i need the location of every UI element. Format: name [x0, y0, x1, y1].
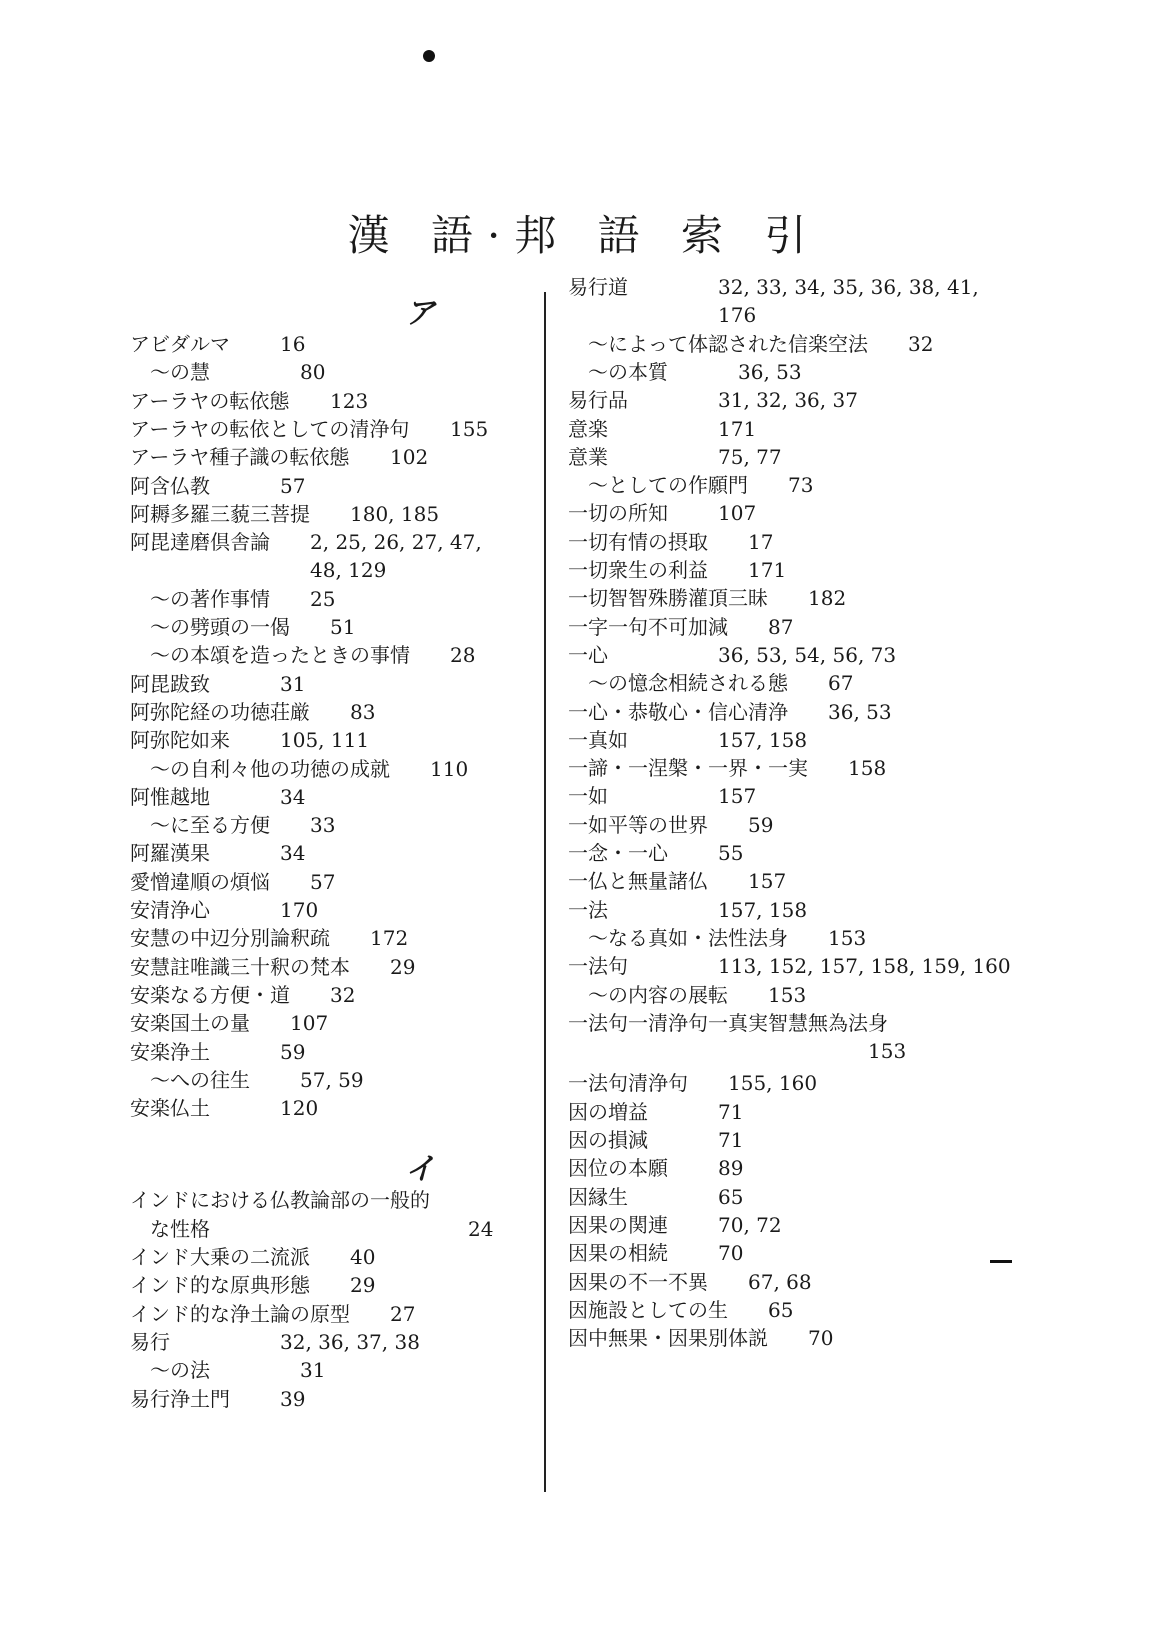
- entry-term: インド的な浄土論の原型: [130, 1301, 350, 1326]
- entry-term: アーラヤの転依としての清浄句: [130, 416, 410, 441]
- entry-pages: 89: [718, 1156, 744, 1181]
- entry-term: 一法: [568, 897, 608, 922]
- entry-pages: 31: [280, 671, 306, 696]
- entry-term: 安慧の中辺分別論釈疏: [130, 926, 330, 951]
- entry-pages: 51: [330, 615, 356, 639]
- entry-term: 一法句: [568, 954, 628, 979]
- entry-term: インドにおける仏教論部の一般的: [130, 1188, 430, 1213]
- entry-pages: 29: [390, 954, 416, 979]
- entry-term: 一切有情の摂取: [568, 529, 708, 554]
- entry-term: ～の本質: [588, 359, 668, 384]
- entry-pages-continued: 48, 129: [310, 558, 387, 583]
- entry-term: 因縁生: [568, 1184, 628, 1209]
- entry-pages: 33: [310, 813, 336, 838]
- entry-pages: 59: [748, 812, 774, 837]
- entry-term: ～の著作事情: [150, 586, 270, 611]
- entry-pages: 180, 185: [350, 501, 440, 526]
- entry-term: 意楽: [568, 416, 608, 441]
- entry-term: 易行: [130, 1329, 170, 1354]
- entry-term: 阿惟越地: [130, 784, 210, 809]
- entry-term: 阿弥陀経の功徳荘厳: [130, 699, 310, 724]
- entry-term: ～の憶念相続される態: [588, 671, 788, 696]
- entry-term: 一法句一清浄句一真実智慧無為法身: [568, 1010, 888, 1035]
- entry-term: ～の本頌を造ったときの事情: [150, 643, 410, 668]
- entry-pages: 2, 25, 26, 27, 47,: [310, 530, 482, 555]
- entry-pages: 57: [310, 869, 336, 894]
- entry-pages: 32: [330, 982, 356, 1007]
- entry-pages: 57: [280, 473, 306, 498]
- entry-term: 愛憎違順の煩悩: [130, 869, 270, 894]
- entry-pages: 29: [350, 1273, 376, 1298]
- entry-pages: 102: [390, 445, 429, 470]
- entry-pages: 28: [450, 643, 476, 668]
- entry-term: 阿毘達磨倶舎論: [130, 530, 270, 555]
- entry-term: 因果の相続: [568, 1241, 668, 1266]
- entry-term: インド的な原典形態: [130, 1273, 310, 1298]
- entry-term: インド大乗の二流派: [130, 1245, 310, 1269]
- entry-pages: 172: [370, 926, 409, 951]
- entry-term: 一仏と無量諸仏: [568, 869, 708, 894]
- entry-term: 安楽浄土: [130, 1039, 210, 1064]
- entry-pages: 87: [768, 614, 794, 639]
- entry-pages: 157: [748, 869, 787, 894]
- entry-term: ～への往生: [150, 1067, 250, 1092]
- entry-term: 易行品: [568, 388, 628, 413]
- entry-term: 因果の不一不異: [568, 1269, 708, 1294]
- section-heading: イ: [405, 1152, 435, 1188]
- entry-term: アビダルマ: [130, 332, 230, 356]
- entry-term: 一字一句不可加減: [568, 614, 728, 639]
- entry-pages: 55: [718, 841, 744, 865]
- entry-term: 一如: [568, 784, 608, 809]
- entry-term: 一念・一心: [568, 841, 668, 865]
- entry-term: 易行浄土門: [130, 1386, 230, 1411]
- entry-pages: 36, 53: [738, 359, 802, 384]
- entry-term: 一切衆生の利益: [568, 558, 708, 582]
- entry-pages: 113, 152, 157, 158, 159, 160: [718, 954, 1011, 979]
- entry-term: 安楽仏土: [130, 1096, 210, 1121]
- entry-term: ～の法: [150, 1358, 210, 1383]
- entry-pages-continued: 24: [468, 1216, 494, 1241]
- entry-pages: 39: [280, 1386, 306, 1411]
- entry-term-continued: な性格: [150, 1216, 210, 1241]
- entry-pages: 57, 59: [300, 1067, 364, 1092]
- entry-pages: 157: [718, 784, 757, 809]
- entry-term: ～としての作願門: [588, 473, 748, 498]
- entry-pages: 171: [748, 558, 787, 582]
- entry-pages: 71: [718, 1128, 744, 1152]
- entry-term: 阿羅漢果: [130, 841, 210, 866]
- entry-pages: 70: [718, 1241, 744, 1266]
- entry-pages: 153: [768, 982, 807, 1007]
- entry-pages: 27: [390, 1301, 416, 1326]
- entry-pages: 31, 32, 36, 37: [718, 388, 858, 413]
- entry-term: ～の自利々他の功徳の成就: [150, 756, 390, 781]
- entry-pages: 80: [300, 360, 326, 385]
- entry-term: 阿含仏教: [130, 473, 210, 498]
- entry-term: ～の慧: [150, 360, 210, 385]
- entry-pages: 158: [848, 756, 887, 781]
- entry-pages: 123: [330, 388, 369, 413]
- entry-term: 因施設としての生: [568, 1297, 728, 1322]
- entry-term: 一心・恭敬心・信心清浄: [568, 699, 788, 724]
- entry-pages: 25: [310, 586, 336, 611]
- entry-pages: 17: [748, 529, 774, 554]
- entry-term: ～の劈頭の一偈: [150, 615, 290, 639]
- entry-term: ～によって体認された信楽空法: [588, 331, 868, 356]
- entry-term: ～に至る方便: [150, 813, 270, 838]
- entry-pages: 70, 72: [718, 1212, 782, 1237]
- entry-term: 易行道: [568, 275, 628, 299]
- entry-term: 阿耨多羅三藐三菩提: [130, 501, 310, 526]
- entry-pages: 16: [280, 332, 306, 356]
- entry-term: 因中無果・因果別体説: [568, 1326, 768, 1351]
- entry-pages: 105, 111: [280, 728, 370, 753]
- margin-dash-mark: [990, 1260, 1012, 1263]
- entry-term: 因の増益: [568, 1099, 648, 1124]
- entry-term: 安清浄心: [130, 898, 210, 922]
- entry-term: 一真如: [568, 727, 628, 752]
- entry-pages: 157, 158: [718, 727, 808, 752]
- entry-pages: 157, 158: [718, 897, 808, 922]
- entry-pages: 31: [300, 1358, 326, 1383]
- entry-term: 因位の本願: [568, 1156, 668, 1181]
- entry-pages: 182: [808, 586, 847, 611]
- entry-pages: 155: [450, 416, 489, 441]
- entry-pages: 71: [718, 1099, 744, 1124]
- entry-term: 一諦・一涅槃・一界・一実: [568, 756, 808, 781]
- entry-pages: 65: [718, 1184, 744, 1209]
- entry-pages: 59: [280, 1039, 306, 1064]
- column-divider: [544, 292, 546, 1492]
- entry-term: 一如平等の世界: [568, 812, 708, 837]
- entry-pages: 110: [430, 756, 469, 781]
- entry-pages-continued: 153: [868, 1039, 907, 1064]
- entry-term: 一法句清浄句: [568, 1071, 688, 1096]
- page-title: 漢 語·邦 語 索 引: [347, 211, 821, 260]
- entry-pages: 170: [280, 898, 319, 922]
- entry-pages: 75, 77: [718, 444, 782, 469]
- entry-pages: 34: [280, 841, 306, 866]
- entry-pages: 70: [808, 1326, 834, 1351]
- entry-pages: 32, 33, 34, 35, 36, 38, 41,: [718, 275, 979, 299]
- entry-pages: 40: [350, 1245, 376, 1269]
- entry-pages: 32: [908, 331, 934, 356]
- entry-term: 阿弥陀如来: [130, 728, 230, 753]
- entry-pages: 65: [768, 1297, 794, 1322]
- entry-pages: 67, 68: [748, 1269, 812, 1294]
- entry-pages: 32, 36, 37, 38: [280, 1329, 420, 1354]
- entry-term: 因の損減: [568, 1128, 648, 1152]
- entry-term: 一切の所知: [568, 501, 668, 526]
- entry-term: 一切智智殊勝灌頂三昧: [568, 586, 768, 611]
- entry-pages: 107: [290, 1011, 329, 1036]
- entry-term: ～の内容の展転: [588, 982, 728, 1007]
- entry-term: 意業: [568, 444, 608, 469]
- entry-term: 安楽なる方便・道: [130, 982, 290, 1007]
- entry-pages: 73: [788, 473, 814, 498]
- printer-dot-mark: [423, 50, 435, 62]
- entry-term: 阿毘跋致: [130, 671, 210, 696]
- section-heading: ア: [405, 296, 435, 331]
- entry-pages: 83: [350, 699, 376, 724]
- entry-term: アーラヤの転依態: [130, 388, 290, 413]
- entry-term: ～なる真如・法性法身: [588, 925, 788, 950]
- entry-pages: 36, 53: [828, 699, 892, 724]
- entry-term: 一心: [568, 642, 608, 667]
- entry-term: 安楽国土の量: [130, 1011, 250, 1036]
- entry-pages: 120: [280, 1096, 319, 1121]
- entry-pages: 34: [280, 784, 306, 809]
- entry-pages: 153: [828, 925, 867, 950]
- entry-term: 因果の関連: [568, 1212, 668, 1237]
- entry-term: アーラヤ種子識の転依態: [130, 445, 350, 470]
- entry-pages-continued: 176: [718, 303, 757, 328]
- entry-term: 安慧註唯識三十釈の梵本: [130, 954, 350, 979]
- entry-pages: 155, 160: [728, 1071, 818, 1096]
- entry-pages: 171: [718, 416, 757, 441]
- entry-pages: 107: [718, 501, 757, 526]
- entry-pages: 36, 53, 54, 56, 73: [718, 642, 897, 667]
- entry-pages: 67: [828, 671, 854, 696]
